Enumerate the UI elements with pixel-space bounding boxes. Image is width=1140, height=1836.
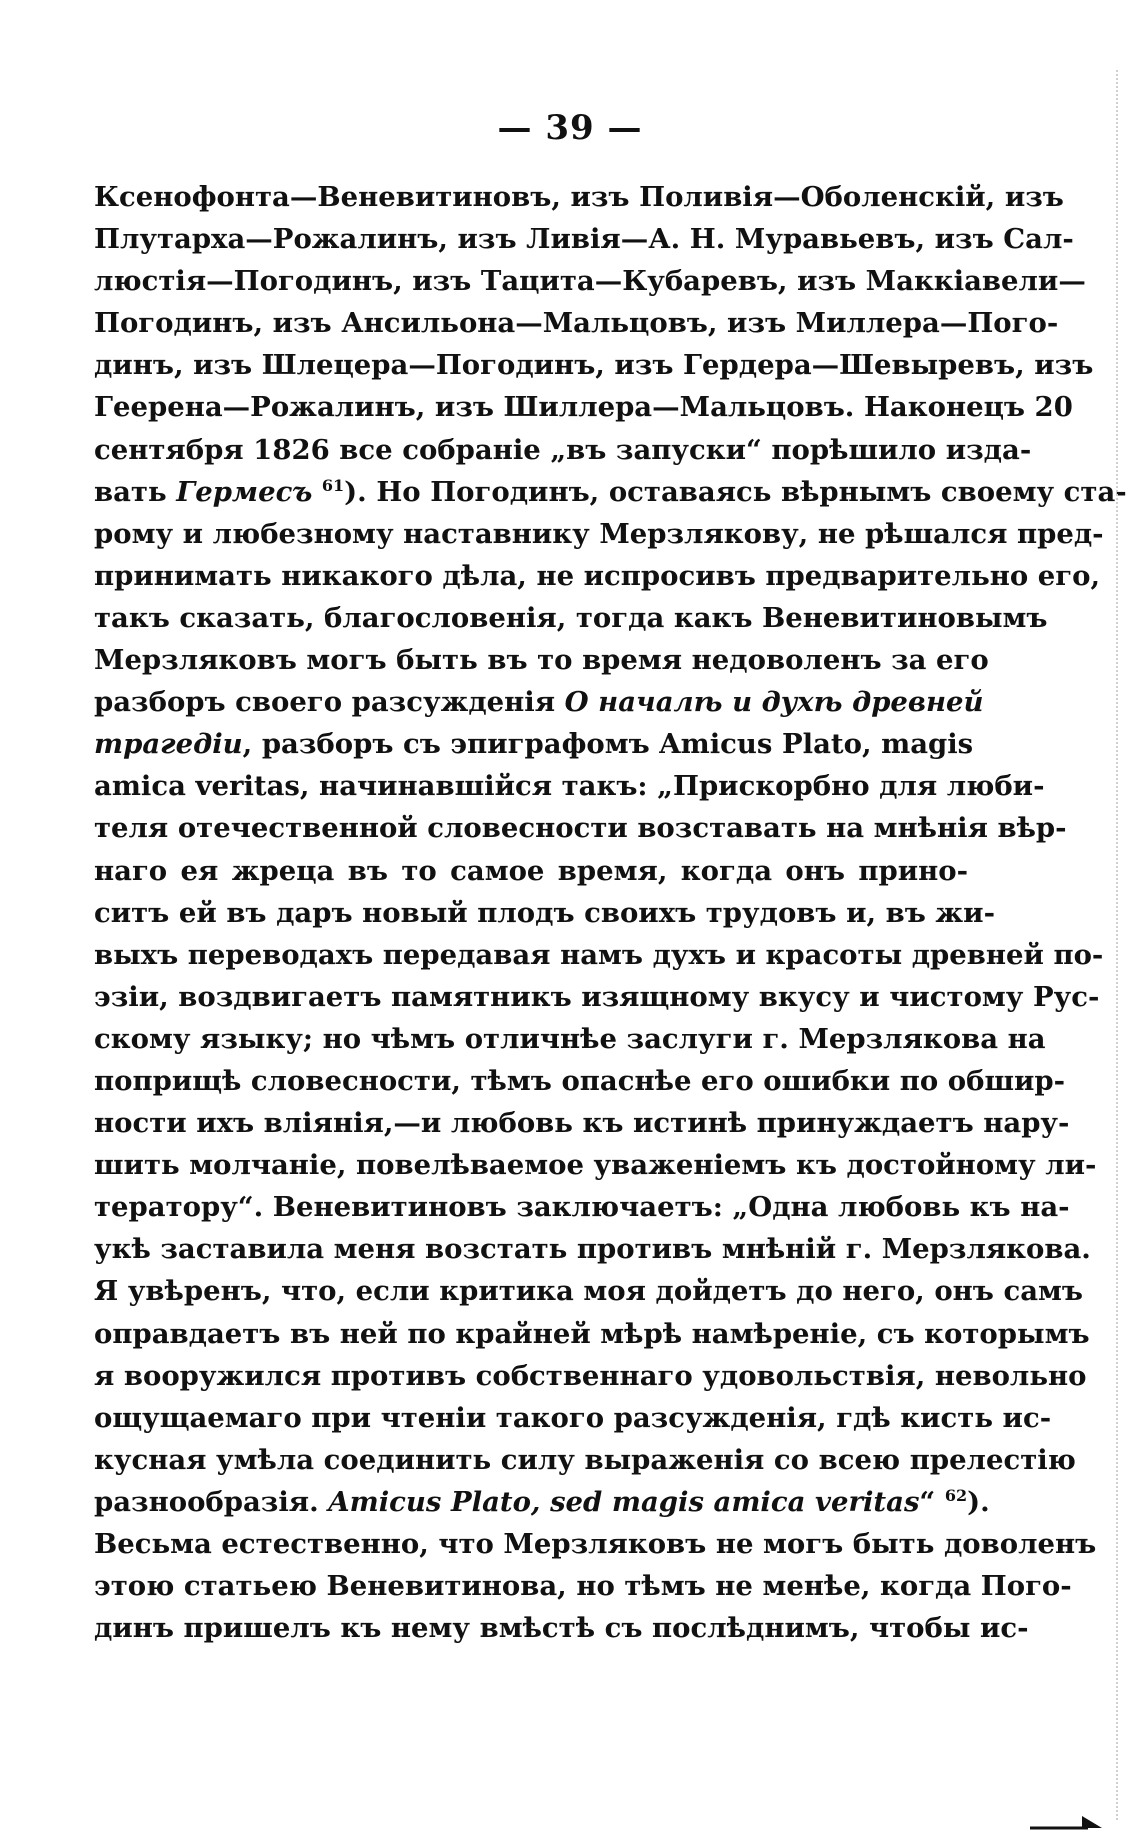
page-number: — 39 — [497, 108, 643, 148]
footnote-ref: 62 [944, 1485, 968, 1505]
journal-title-hermes: Гермесъ [176, 475, 313, 508]
text-run: динъ, изъ Шлецера—Погодинъ, изъ Гердера—Шевыревъ, изъ [94, 349, 1094, 382]
text-run: Плутарха—Рожалинъ, изъ Ливія—А. Н. Муравьевъ, изъ Сал- [94, 223, 1074, 256]
text-line [94, 934, 1104, 976]
italic-title: О началѣ и духѣ древней [564, 686, 984, 719]
text-line [94, 260, 1086, 302]
text-line [94, 176, 1064, 218]
text-line [94, 344, 1094, 386]
text-run: amica veritas, начинавшійся такъ: „Прискорбно для люби- [94, 770, 1045, 803]
text-line [94, 1102, 1070, 1144]
text-run [312, 476, 322, 508]
text-run: ). Но Погодинъ, оставаясь вѣрнымъ своему ста- [344, 475, 1127, 508]
text-line [94, 218, 1074, 260]
text-run: разнообразія. [94, 1485, 329, 1518]
text-run: скому языку; но чѣмъ отличнѣе заслуги г. Мерзлякова на [94, 1022, 1046, 1055]
text-run: укѣ заставила меня возстать противъ мнѣній г. Мерзлякова. [94, 1233, 1091, 1266]
text-line [94, 1439, 1076, 1481]
text-line [94, 1523, 1097, 1565]
text-run: я вооружился противъ собственнаго удовольствія, невольно [94, 1359, 1087, 1392]
text-line [94, 1481, 990, 1523]
text-line [94, 1313, 1090, 1355]
text-run: эзіи, воздвигаетъ памятникъ изящному вкусу и чистому Рус- [94, 980, 1100, 1013]
text-line [94, 681, 984, 723]
text-run: люстія—Погодинъ, изъ Тацита—Кубаревъ, изъ Маккіавели— [94, 265, 1086, 298]
text-line [94, 1355, 1087, 1397]
text-run: кусная умѣла соединить силу выраженія со всею прелестію [94, 1443, 1076, 1476]
text-line [94, 976, 1100, 1018]
text-run: Погодинъ, изъ Ансильона—Мальцовъ, изъ Миллера—Пого- [94, 307, 1059, 340]
text-run: разборъ своего разсужденія [94, 686, 565, 719]
text-line [94, 597, 1048, 639]
text-line [94, 1607, 1029, 1649]
text-run: оправдаетъ въ ней по крайней мѣрѣ намѣреніе, съ которымъ [94, 1317, 1090, 1350]
text-line [94, 639, 989, 681]
text-run: Я увѣренъ, что, если критика моя дойдетъ до него, онъ самъ [94, 1275, 1084, 1308]
text-line [94, 1144, 1097, 1186]
text-line [94, 1228, 1091, 1270]
text-line [94, 807, 1067, 849]
text-run: вать [94, 475, 177, 508]
text-run: поприщѣ словесности, тѣмъ опаснѣе его ошибки по обшир- [94, 1064, 1066, 1097]
scan-edge-mark [1114, 70, 1118, 1820]
text-run: ). [967, 1485, 990, 1518]
text-line [94, 1565, 1072, 1607]
text-line [94, 513, 1104, 555]
text-run: этою статьею Веневитинова, но тѣмъ не менѣе, когда Пого- [94, 1570, 1072, 1603]
italic-title: трагедіи [94, 728, 243, 761]
page-turn-arrow-icon [1030, 1814, 1110, 1830]
text-line [94, 892, 995, 934]
text-line [94, 1060, 1066, 1102]
text-line [94, 302, 1059, 344]
text-line [94, 555, 1101, 597]
text-run: рому и любезному наставнику Мерзлякову, не рѣшался пред- [94, 517, 1104, 550]
text-run: , разборъ съ эпиграфомъ Amicus Plato, magis [242, 728, 974, 761]
text-run: сентября 1826 все собраніе „въ запуски“ порѣшило изда- [94, 433, 1032, 466]
italic-quote: Amicus Plato, sed magis amica veritas [328, 1485, 920, 1518]
footnote-ref: 61 [321, 475, 345, 495]
text-run: тератору“. Веневитиновъ заключаетъ: „Одна любовь къ на- [94, 1191, 1070, 1224]
text-run: такъ сказать, благословенія, тогда какъ Веневитиновымъ [94, 601, 1048, 634]
text-run: Мерзляковъ могъ быть въ то время недоволенъ за его [94, 644, 989, 677]
text-run: принимать никакого дѣла, не испросивъ предварительно его, [94, 559, 1101, 592]
text-line [94, 1270, 1084, 1312]
text-run: ности ихъ вліянія,—и любовь къ истинѣ принуждаетъ нару- [94, 1107, 1070, 1140]
text-run: динъ пришелъ къ нему вмѣстѣ съ послѣднимъ, чтобы ис- [94, 1612, 1029, 1645]
text-run: Ксенофонта—Веневитиновъ, изъ Поливія—Оболенскій, изъ [94, 181, 1064, 213]
text-run: шить молчаніе, повелѣваемое уваженіемъ къ достойному ли- [94, 1149, 1097, 1182]
text-run: наго ея жреца въ то самое время, когда онъ прино- [94, 854, 968, 887]
text-line [94, 429, 1032, 471]
text-run: теля отечественной словесности возставать на мнѣнія вѣр- [94, 812, 1067, 845]
text-run: Весьма естественно, что Мерзляковъ не могъ быть доволенъ [94, 1528, 1097, 1560]
text-run: ощущаемаго при чтеніи такого разсужденія, гдѣ кисть ис- [94, 1401, 1052, 1434]
text-line [94, 765, 1045, 807]
text-line [94, 386, 1073, 428]
text-run: ситъ ей въ даръ новый плодъ своихъ трудовъ и, въ жи- [94, 896, 995, 929]
text-line [94, 471, 1127, 513]
text-line [94, 1397, 1052, 1439]
text-line [94, 723, 974, 765]
text-run: Геерена—Рожалинъ, изъ Шиллера—Мальцовъ. Наконецъ 20 [94, 391, 1073, 424]
text-line [94, 1018, 1046, 1060]
text-line [94, 850, 968, 892]
text-run: выхъ переводахъ передавая намъ духъ и красоты древней по- [94, 938, 1104, 971]
body-text [94, 176, 1127, 1649]
text-run: “ [919, 1485, 945, 1518]
text-line [94, 1186, 1070, 1228]
